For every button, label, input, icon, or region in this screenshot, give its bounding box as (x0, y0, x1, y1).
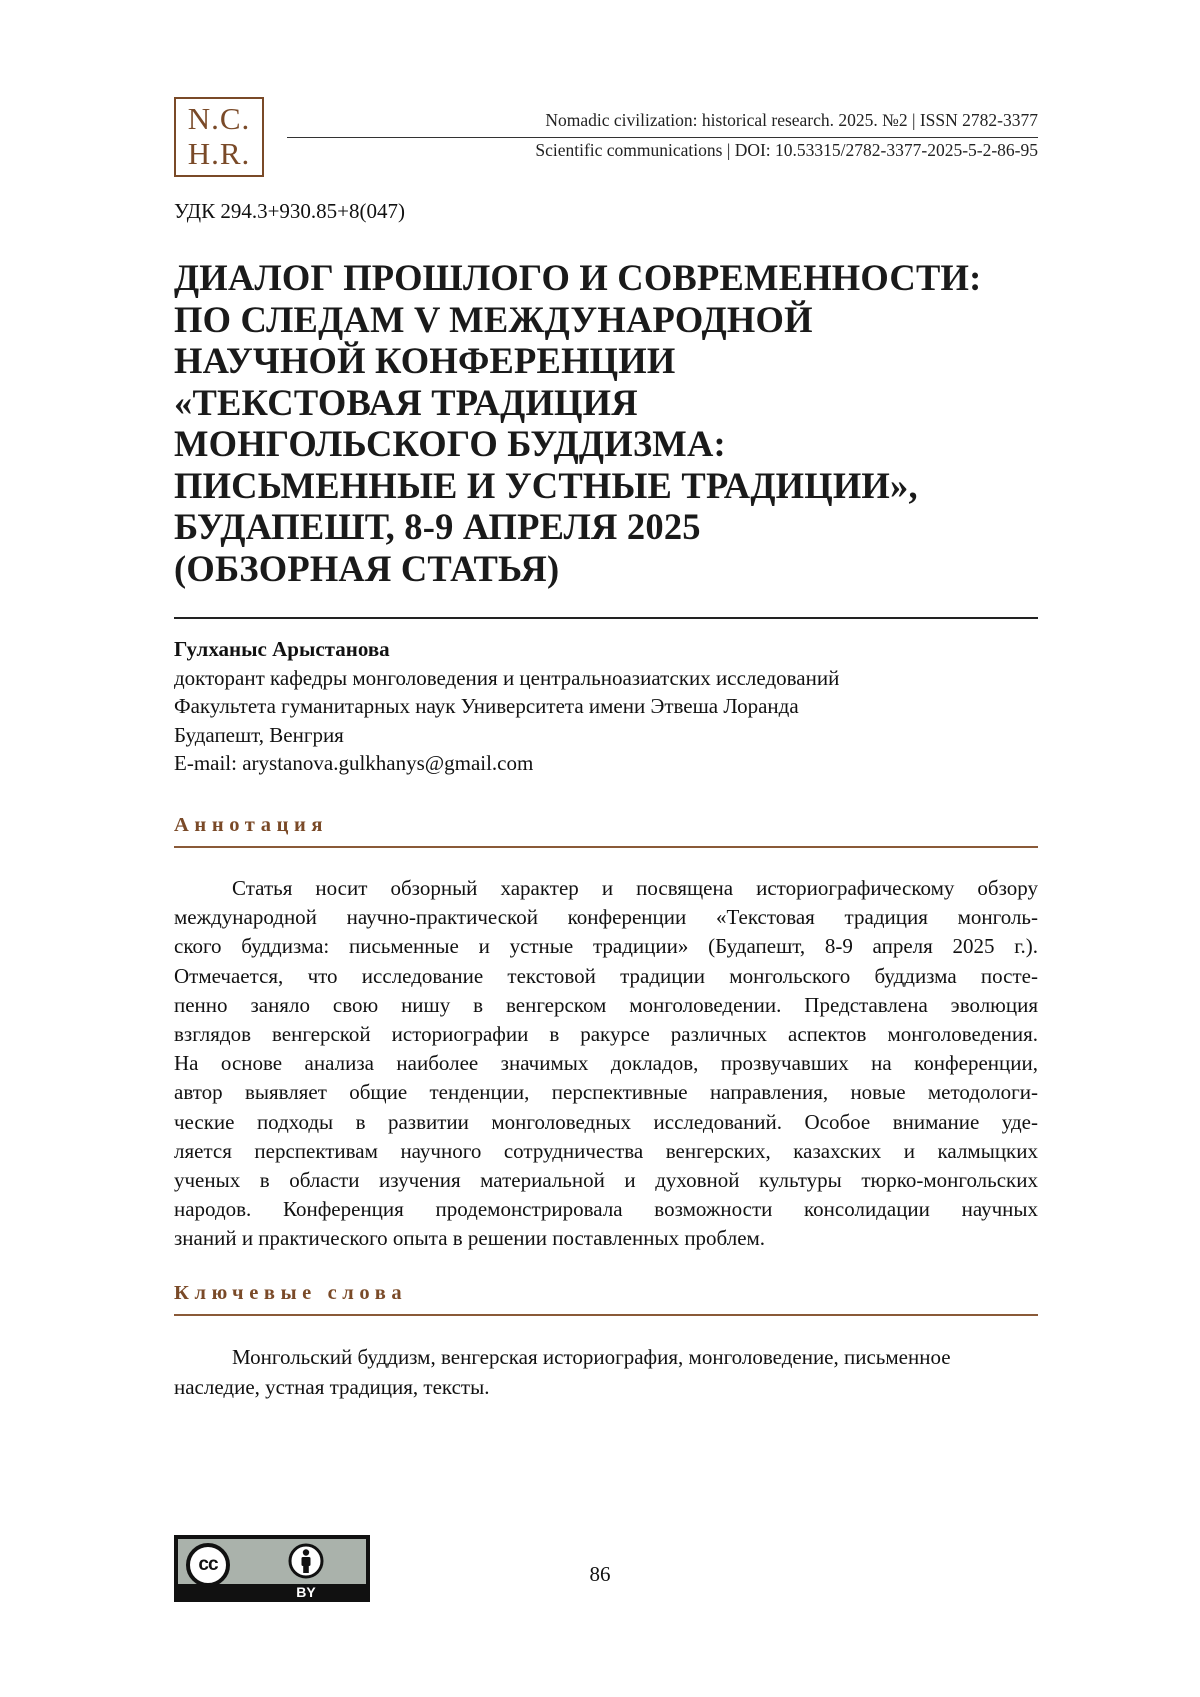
abstract-line: На основе анализа наиболее значимых докладов, прозвучавших на конференции, (174, 1051, 1038, 1076)
keywords-heading: Ключевые слова (174, 1282, 408, 1304)
keywords-line: Монгольский буддизм, венгерская историография, монголоведение, письменное (232, 1345, 951, 1369)
author-faculty: Факультета гуманитарных наук Университета имени Этвеша Лоранда (174, 694, 799, 718)
abstract-line: ского буддизма: письменные и устные традиции» (Будапешт, 8-9 апреля 2025 г.). (174, 934, 1038, 959)
author-info (174, 635, 1038, 778)
abstract-line: автор выявляет общие тенденции, перспективные направления, новые методологи- (174, 1080, 1038, 1105)
by-label: BY (296, 1584, 316, 1600)
title-line: НАУЧНОЙ КОНФЕРЕНЦИИ (174, 340, 676, 381)
udk-code: УДК 294.3+930.85+8(047) (174, 199, 405, 223)
title-line: «ТЕКСТОВАЯ ТРАДИЦИЯ (174, 381, 638, 423)
page-number: 86 (589, 1562, 611, 1586)
doi-line: Scientific communications | DOI: 10.53315/2782-3377-2025-5-2-86-95 (535, 140, 1038, 160)
logo-line-2: H.R. (187, 136, 251, 171)
keywords-text (174, 1343, 1038, 1402)
abstract-line: народов. Конференция продемонстрировала возможности консолидации научных (174, 1197, 1038, 1222)
author-position: докторант кафедры монголоведения и центральноазиатских исследований (174, 665, 840, 690)
author-location: Будапешт, Венгрия (174, 722, 344, 747)
abstract-line: знаний и практического опыта в решении поставленных проблем. (174, 1226, 766, 1251)
abstract-line: ляется перспективам научного сотрудничества венгерских, казахских и калмыцких (174, 1138, 1038, 1163)
abstract-line: Отмечается, что исследование текстовой традиции монгольского буддизма посте- (174, 963, 1038, 988)
article-title (174, 257, 1034, 589)
title-line: ПО СЛЕДАМ V МЕЖДУНАРОДНОЙ (174, 298, 813, 340)
title-line: ПИСЬМЕННЫЕ И УСТНЫЕ ТРАДИЦИИ», (174, 464, 918, 506)
author-name: Гулханыс Арыстанова (174, 637, 390, 661)
keywords-line: наследие, устная традиция, тексты. (174, 1374, 490, 1399)
abstract-line: международной научно-практической конференции «Текстовая традиция монголь- (174, 905, 1038, 930)
keywords-divider (174, 1314, 1038, 1316)
title-line: (ОБЗОРНАЯ СТАТЬЯ) (174, 547, 560, 589)
abstract-line: взглядов венгерской историографии в ракурсе различных аспектов монголоведения. (174, 1022, 1038, 1047)
abstract-heading: Аннотация (174, 814, 329, 836)
abstract-line: Статья носит обзорный характер и посвящена историографическому обзору (232, 876, 1038, 900)
abstract-line: ческие подходы в развитии монголоведных исследований. Особое внимание уде- (174, 1109, 1038, 1134)
title-line: ДИАЛОГ ПРОШЛОГО И СОВРЕМЕННОСТИ: (174, 257, 982, 298)
abstract-line: ученых в области изучения материальной и духовной культуры тюрко-монгольских (174, 1168, 1038, 1193)
abstract-divider (174, 846, 1038, 848)
author-email[interactable]: E-mail: arystanova.gulkhanys@gmail.com (174, 751, 534, 775)
abstract-text (174, 874, 1038, 1254)
journal-logo (174, 97, 264, 177)
abstract-line: пенно заняло свою нишу в венгерском монголоведении. Представлена эволюция (174, 992, 1038, 1017)
title-line: БУДАПЕШТ, 8-9 АПРЕЛЯ 2025 (174, 506, 701, 547)
logo-line-1: N.C. (187, 101, 251, 136)
creative-commons-icon: cc (186, 1543, 230, 1587)
journal-issn-line: Nomadic civilization: historical research. 2025. №2 | ISSN 2782-3377 (545, 110, 1038, 130)
header-divider (287, 137, 1038, 138)
title-divider (174, 617, 1038, 619)
title-line: МОНГОЛЬСКОГО БУДДИЗМА: (174, 423, 726, 464)
